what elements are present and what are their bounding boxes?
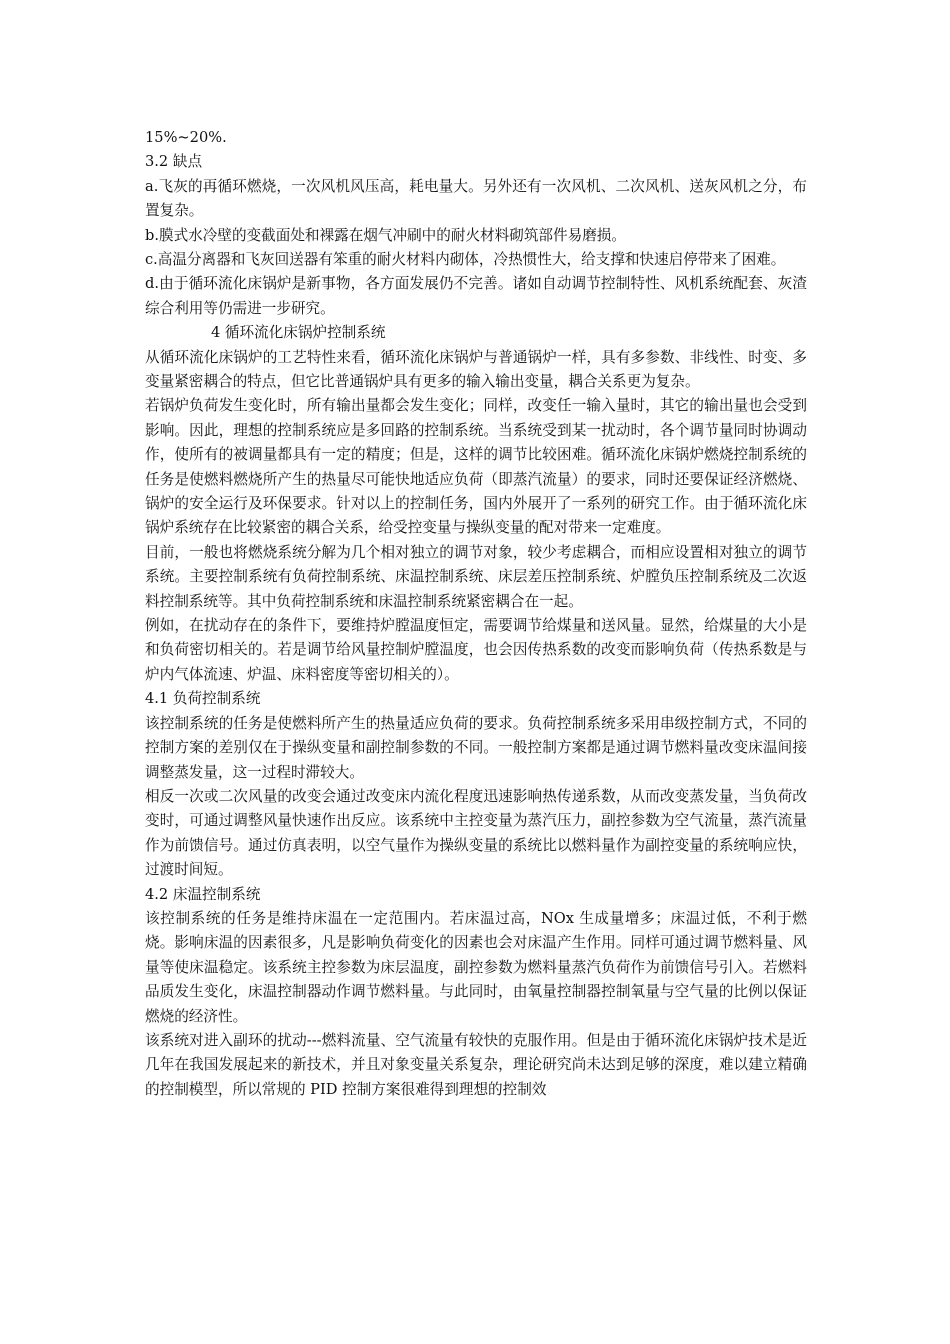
paragraph-4-1-airflow: 相反一次或二次风量的改变会通过改变床内流化程度迅速影响热传递系数，从而改变蒸发量，当负荷改变时，可通过调整风量快速作出反应。该系统中主控变量为蒸汽压力，副控参数为空气流量，蒸汽流量作为前馈信号。通过仿真表明，以空气量作为操纵变量的系统比以燃料量作为副控变量的系统响应快，过渡时间短。 xyxy=(145,787,807,879)
paragraph-4-decomposition: 目前，一般也将燃烧系统分解为几个相对独立的调节对象，较少考虑耦合，而相应设置相对独立的调节系统。主要控制系统有负荷控制系统、床温控制系统、床层差压控制系统、炉膛负压控制系统及二次返料控制系统等。其中负荷控制系统和床温控制系统紧密耦合在一起。 xyxy=(145,543,807,610)
paragraph-drawback-c: c.高温分离器和飞灰回送器有笨重的耐火材料内砌体，冷热惯性大，给支撑和快速启停带来了困难。 xyxy=(145,251,786,268)
document-page xyxy=(145,126,807,1102)
paragraph-drawback-a: a.飞灰的再循环燃烧，一次风机风压高，耗电量大。另外还有一次风机、二次风机、送灰风机之分，布置复杂。 xyxy=(145,177,807,220)
paragraph-4-load-change: 若锅炉负荷发生变化时，所有输出量都会发生变化；同样，改变任一输入量时，其它的输出量也会受到影响。因此，理想的控制系统应是多回路的控制系统。当系统受到某一扰动时，各个调节量同时协调动作，使所有的被调量都具有一定的精度；但是，这样的调节比较困难。循环流化床锅炉燃烧控制系统的任务是使燃料燃烧所产生的热量尽可能快地适应负荷（即蒸汽流量）的要求，同时还要保证经济燃烧、锅炉的安全运行及环保要求。针对以上的控制任务，国内外展开了一系列的研究工作。由于循环流化床锅炉系统存在比较紧密的耦合关系，给受控变量与操纵变量的配对带来一定难度。 xyxy=(145,397,807,537)
paragraph-drawback-b: b.膜式水冷壁的变截面处和裸露在烟气冲刷中的耐火材料砌筑部件易磨损。 xyxy=(145,226,626,244)
section-heading-4-1: 4.1 负荷控制系统 xyxy=(145,690,261,708)
paragraph-4-1-task: 该控制系统的任务是使燃料所产生的热量适应负荷的要求。负荷控制系统多采用串级控制方式，不同的控制方案的差别仅在于操纵变量和副控制参数的不同。一般控制方案都是通过调节燃料量改变床温间接调整蒸发量，这一过程时滞较大。 xyxy=(145,714,807,781)
section-heading-3-2: 3.2 缺点 xyxy=(145,153,203,171)
paragraph-4-intro: 从循环流化床锅炉的工艺特性来看，循环流化床锅炉与普通锅炉一样，具有多参数、非线性、时变、多变量紧密耦合的特点，但它比普通锅炉具有更多的输入输出变量，耦合关系更为复杂。 xyxy=(145,348,807,391)
paragraph-drawback-d: d.由于循环流化床锅炉是新事物，各方面发展仍不完善。诸如自动调节控制特性、风机系统配套、灰渣综合利用等仍需进一步研究。 xyxy=(145,275,807,317)
paragraph-4-example: 例如，在扰动存在的条件下，要维持炉膛温度恒定，需要调节给煤量和送风量。显然，给煤量的大小是和负荷密切相关的。若是调节给风量控制炉膛温度，也会因传热系数的改变而影响负荷（传热系数是与炉内气体流速、炉温、床料密度等密切相关的）。 xyxy=(145,617,807,683)
paragraph-continuation: 15%~20%. xyxy=(145,129,227,146)
paragraph-4-2-disturbance: 该系统对进入副环的扰动---燃料流量、空气流量有较快的克服作用。但是由于循环流化床锅炉技术是近几年在我国发展起来的新技术，并且对象变量关系复杂，理论研究尚未达到足够的深度，难以建立精确的控制模型，所以常规的 PID 控制方案很难得到理想的控制效 xyxy=(145,1031,807,1098)
paragraph-4-2-task: 该控制系统的任务是维持床温在一定范围内。若床温过高，NOx 生成量增多；床温过低，不利于燃烧。影响床温的因素很多，凡是影响负荷变化的因素也会对床温产生作用。同样可通过调节燃料量、风量等使床温稳定。该系统主控参数为床层温度，副控参数为燃料量蒸汽负荷作为前馈信号引入。若燃料品质发生变化，床温控制器动作调节燃料量。与此同时，由氧量控制器控制氧量与空气量的比例以保证燃烧的经济性。 xyxy=(145,909,807,1025)
section-heading-4-2: 4.2 床温控制系统 xyxy=(145,885,261,903)
section-heading-4: 4 循环流化床锅炉控制系统 xyxy=(211,324,386,342)
